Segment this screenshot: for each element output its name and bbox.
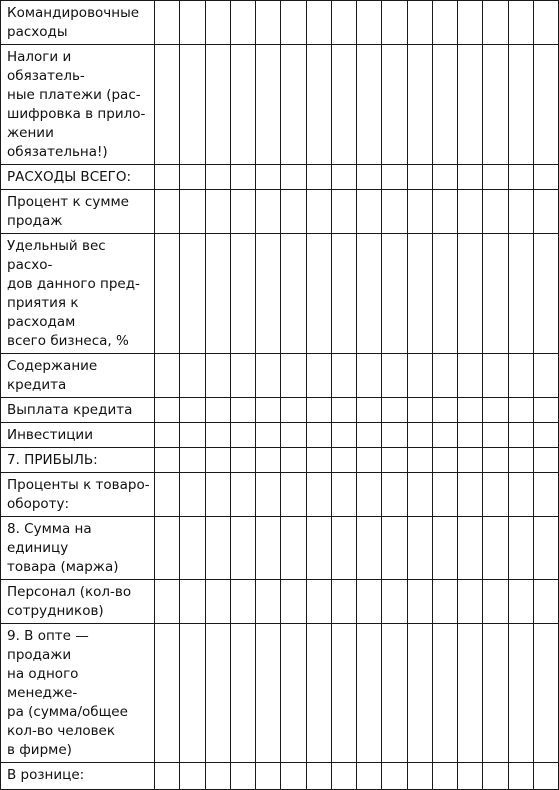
- row-label-cell: [1, 190, 155, 234]
- data-cell[interactable]: [205, 580, 230, 624]
- data-cell[interactable]: [205, 448, 230, 473]
- table-row: [1, 234, 559, 354]
- data-cell[interactable]: [331, 473, 356, 517]
- data-cell[interactable]: [155, 473, 180, 517]
- row-label-cell: [1, 45, 155, 165]
- data-cell[interactable]: [155, 763, 180, 790]
- data-cell[interactable]: [155, 624, 180, 763]
- data-cell[interactable]: [382, 580, 407, 624]
- data-cell[interactable]: [382, 763, 407, 790]
- data-cell[interactable]: [458, 165, 483, 190]
- data-cell[interactable]: [407, 234, 432, 354]
- data-cell[interactable]: [508, 1, 533, 45]
- data-cell[interactable]: [281, 423, 306, 448]
- row-label: Налоги и обязатель- ные платежи (рас- шифровка в прило- жении обязательна!): [7, 49, 146, 160]
- data-cell[interactable]: [331, 624, 356, 763]
- data-cell[interactable]: [382, 234, 407, 354]
- row-label-cell: [1, 234, 155, 354]
- data-cell[interactable]: [483, 190, 508, 234]
- row-label-cell: [1, 473, 155, 517]
- data-cell[interactable]: [180, 1, 205, 45]
- data-cell[interactable]: [180, 165, 205, 190]
- data-cell[interactable]: [256, 423, 281, 448]
- data-cell[interactable]: [483, 423, 508, 448]
- data-cell[interactable]: [432, 45, 457, 165]
- data-cell[interactable]: [256, 624, 281, 763]
- data-cell[interactable]: [306, 473, 331, 517]
- data-cell[interactable]: [205, 190, 230, 234]
- data-cell[interactable]: [508, 624, 533, 763]
- data-cell[interactable]: [432, 190, 457, 234]
- data-cell[interactable]: [357, 423, 382, 448]
- row-label: В рознице:: [7, 767, 85, 783]
- data-cell[interactable]: [331, 1, 356, 45]
- data-cell[interactable]: [180, 580, 205, 624]
- data-cell[interactable]: [205, 1, 230, 45]
- data-cell[interactable]: [508, 190, 533, 234]
- data-cell[interactable]: [331, 517, 356, 580]
- data-cell[interactable]: [483, 448, 508, 473]
- data-cell[interactable]: [407, 423, 432, 448]
- data-cell[interactable]: [407, 580, 432, 624]
- data-cell[interactable]: [382, 624, 407, 763]
- data-cell[interactable]: [533, 45, 558, 165]
- table-row: [1, 624, 559, 763]
- data-cell[interactable]: [256, 517, 281, 580]
- data-cell[interactable]: [432, 448, 457, 473]
- data-cell[interactable]: [407, 354, 432, 398]
- data-cell[interactable]: [155, 234, 180, 354]
- data-cell[interactable]: [230, 234, 255, 354]
- data-cell[interactable]: [281, 473, 306, 517]
- data-cell[interactable]: [306, 1, 331, 45]
- data-cell[interactable]: [382, 354, 407, 398]
- data-cell[interactable]: [306, 45, 331, 165]
- data-cell[interactable]: [256, 1, 281, 45]
- data-cell[interactable]: [155, 354, 180, 398]
- data-cell[interactable]: [230, 423, 255, 448]
- data-cell[interactable]: [432, 423, 457, 448]
- table-body: [1, 1, 559, 790]
- row-label: Проценты к товаро- обороту:: [7, 477, 150, 512]
- data-cell[interactable]: [180, 234, 205, 354]
- data-cell[interactable]: [432, 580, 457, 624]
- data-cell[interactable]: [230, 165, 255, 190]
- row-label-cell: [1, 580, 155, 624]
- row-label: РАСХОДЫ ВСЕГО:: [7, 169, 132, 185]
- data-cell[interactable]: [180, 423, 205, 448]
- data-cell[interactable]: [432, 354, 457, 398]
- data-cell[interactable]: [483, 1, 508, 45]
- data-cell[interactable]: [508, 423, 533, 448]
- data-cell[interactable]: [230, 624, 255, 763]
- data-cell[interactable]: [432, 517, 457, 580]
- data-cell[interactable]: [533, 624, 558, 763]
- data-cell[interactable]: [357, 448, 382, 473]
- data-cell[interactable]: [256, 448, 281, 473]
- data-cell[interactable]: [432, 165, 457, 190]
- data-cell[interactable]: [432, 624, 457, 763]
- data-cell[interactable]: [382, 448, 407, 473]
- row-label-cell: [1, 517, 155, 580]
- data-cell[interactable]: [205, 354, 230, 398]
- data-cell[interactable]: [205, 165, 230, 190]
- data-cell[interactable]: [508, 580, 533, 624]
- data-cell[interactable]: [533, 165, 558, 190]
- data-cell[interactable]: [331, 580, 356, 624]
- data-cell[interactable]: [331, 190, 356, 234]
- data-cell[interactable]: [331, 45, 356, 165]
- data-cell[interactable]: [483, 165, 508, 190]
- data-cell[interactable]: [357, 580, 382, 624]
- data-cell[interactable]: [458, 45, 483, 165]
- row-label-cell: [1, 763, 155, 790]
- data-cell[interactable]: [306, 165, 331, 190]
- data-cell[interactable]: [230, 45, 255, 165]
- data-cell[interactable]: [458, 398, 483, 423]
- data-cell[interactable]: [331, 165, 356, 190]
- data-cell[interactable]: [281, 624, 306, 763]
- data-cell[interactable]: [508, 45, 533, 165]
- data-cell[interactable]: [357, 398, 382, 423]
- data-cell[interactable]: [508, 354, 533, 398]
- data-cell[interactable]: [331, 234, 356, 354]
- data-cell[interactable]: [230, 190, 255, 234]
- data-cell[interactable]: [180, 473, 205, 517]
- table-row: [1, 473, 559, 517]
- data-cell[interactable]: [533, 354, 558, 398]
- row-label-cell: [1, 1, 155, 45]
- data-cell[interactable]: [331, 354, 356, 398]
- data-cell[interactable]: [230, 398, 255, 423]
- data-cell[interactable]: [382, 517, 407, 580]
- data-cell[interactable]: [483, 763, 508, 790]
- data-cell[interactable]: [155, 398, 180, 423]
- data-cell[interactable]: [256, 398, 281, 423]
- data-cell[interactable]: [382, 45, 407, 165]
- data-cell[interactable]: [230, 517, 255, 580]
- data-cell[interactable]: [483, 234, 508, 354]
- data-cell[interactable]: [458, 580, 483, 624]
- data-cell[interactable]: [306, 448, 331, 473]
- data-cell[interactable]: [205, 624, 230, 763]
- data-cell[interactable]: [382, 423, 407, 448]
- data-cell[interactable]: [382, 165, 407, 190]
- data-cell[interactable]: [230, 473, 255, 517]
- row-label-cell: [1, 423, 155, 448]
- data-cell[interactable]: [205, 398, 230, 423]
- data-cell[interactable]: [230, 354, 255, 398]
- data-cell[interactable]: [458, 624, 483, 763]
- data-cell[interactable]: [407, 165, 432, 190]
- data-cell[interactable]: [357, 473, 382, 517]
- data-cell[interactable]: [306, 354, 331, 398]
- data-cell[interactable]: [533, 473, 558, 517]
- data-cell[interactable]: [483, 45, 508, 165]
- table-row: [1, 448, 559, 473]
- data-cell[interactable]: [180, 45, 205, 165]
- data-cell[interactable]: [256, 354, 281, 398]
- data-cell[interactable]: [256, 234, 281, 354]
- data-cell[interactable]: [281, 763, 306, 790]
- data-cell[interactable]: [256, 763, 281, 790]
- data-cell[interactable]: [432, 473, 457, 517]
- data-cell[interactable]: [205, 763, 230, 790]
- row-label: 7. ПРИБЫЛЬ:: [7, 452, 98, 468]
- data-cell[interactable]: [533, 1, 558, 45]
- data-cell[interactable]: [357, 763, 382, 790]
- data-cell[interactable]: [357, 624, 382, 763]
- data-cell[interactable]: [407, 624, 432, 763]
- data-cell[interactable]: [357, 517, 382, 580]
- data-cell[interactable]: [281, 448, 306, 473]
- data-cell[interactable]: [432, 398, 457, 423]
- data-cell[interactable]: [458, 448, 483, 473]
- data-cell[interactable]: [508, 448, 533, 473]
- data-cell[interactable]: [508, 473, 533, 517]
- data-cell[interactable]: [180, 624, 205, 763]
- data-cell[interactable]: [458, 763, 483, 790]
- row-label-cell: [1, 354, 155, 398]
- data-cell[interactable]: [306, 624, 331, 763]
- row-label: Процент к сумме продаж: [7, 194, 129, 229]
- data-cell[interactable]: [306, 398, 331, 423]
- data-cell[interactable]: [357, 45, 382, 165]
- data-cell[interactable]: [256, 190, 281, 234]
- data-cell[interactable]: [180, 190, 205, 234]
- data-cell[interactable]: [357, 190, 382, 234]
- data-cell[interactable]: [483, 580, 508, 624]
- data-cell[interactable]: [382, 398, 407, 423]
- data-cell[interactable]: [533, 763, 558, 790]
- data-cell[interactable]: [357, 165, 382, 190]
- row-label: 9. В опте — продажи на одного менедже- ра (сумма/общее кол-во человек в фирме): [7, 628, 128, 758]
- data-cell[interactable]: [508, 763, 533, 790]
- data-cell[interactable]: [180, 398, 205, 423]
- data-cell[interactable]: [155, 190, 180, 234]
- data-cell[interactable]: [483, 624, 508, 763]
- data-cell[interactable]: [432, 234, 457, 354]
- data-cell[interactable]: [407, 45, 432, 165]
- data-cell[interactable]: [230, 580, 255, 624]
- data-cell[interactable]: [205, 45, 230, 165]
- row-label-cell: [1, 165, 155, 190]
- data-cell[interactable]: [533, 398, 558, 423]
- data-cell[interactable]: [281, 517, 306, 580]
- row-label: Персонал (кол-во сотрудников): [7, 584, 132, 619]
- data-cell[interactable]: [407, 398, 432, 423]
- data-cell[interactable]: [382, 190, 407, 234]
- data-cell[interactable]: [382, 1, 407, 45]
- data-cell[interactable]: [281, 354, 306, 398]
- data-cell[interactable]: [306, 423, 331, 448]
- data-cell[interactable]: [357, 1, 382, 45]
- data-cell[interactable]: [205, 473, 230, 517]
- data-cell[interactable]: [407, 448, 432, 473]
- data-cell[interactable]: [205, 517, 230, 580]
- data-cell[interactable]: [458, 234, 483, 354]
- table-row: [1, 580, 559, 624]
- data-cell[interactable]: [256, 45, 281, 165]
- data-cell[interactable]: [281, 190, 306, 234]
- data-cell[interactable]: [306, 763, 331, 790]
- data-cell[interactable]: [205, 423, 230, 448]
- table-row: [1, 354, 559, 398]
- data-cell[interactable]: [458, 423, 483, 448]
- data-cell[interactable]: [533, 190, 558, 234]
- data-cell[interactable]: [331, 423, 356, 448]
- table-row: [1, 517, 559, 580]
- table-row: [1, 763, 559, 790]
- data-cell[interactable]: [357, 234, 382, 354]
- data-cell[interactable]: [306, 580, 331, 624]
- table-row: [1, 398, 559, 423]
- data-cell[interactable]: [281, 234, 306, 354]
- data-cell[interactable]: [458, 1, 483, 45]
- row-label-cell: [1, 624, 155, 763]
- data-cell[interactable]: [155, 165, 180, 190]
- data-cell[interactable]: [432, 1, 457, 45]
- data-cell[interactable]: [180, 354, 205, 398]
- data-cell[interactable]: [230, 448, 255, 473]
- data-cell[interactable]: [483, 517, 508, 580]
- data-cell[interactable]: [281, 580, 306, 624]
- data-cell[interactable]: [155, 45, 180, 165]
- row-label: Командировочные расходы: [7, 5, 140, 40]
- data-cell[interactable]: [306, 234, 331, 354]
- data-cell[interactable]: [432, 763, 457, 790]
- data-cell[interactable]: [281, 398, 306, 423]
- data-cell[interactable]: [331, 398, 356, 423]
- table-row: [1, 190, 559, 234]
- row-label: Выплата кредита: [7, 402, 133, 418]
- data-cell[interactable]: [407, 1, 432, 45]
- data-cell[interactable]: [533, 423, 558, 448]
- data-cell[interactable]: [155, 580, 180, 624]
- table-row: [1, 423, 559, 448]
- row-label: Инвестиции: [7, 427, 93, 443]
- row-label-cell: [1, 448, 155, 473]
- data-cell[interactable]: [155, 448, 180, 473]
- data-cell[interactable]: [508, 165, 533, 190]
- row-label: 8. Сумма на единицу товара (маржа): [7, 521, 119, 575]
- data-cell[interactable]: [533, 448, 558, 473]
- data-cell[interactable]: [357, 354, 382, 398]
- data-cell[interactable]: [458, 190, 483, 234]
- table-row: [1, 45, 559, 165]
- data-cell[interactable]: [331, 763, 356, 790]
- data-cell[interactable]: [281, 165, 306, 190]
- data-cell[interactable]: [407, 517, 432, 580]
- data-cell[interactable]: [306, 517, 331, 580]
- data-cell[interactable]: [281, 1, 306, 45]
- data-cell[interactable]: [155, 1, 180, 45]
- data-cell[interactable]: [458, 473, 483, 517]
- data-cell[interactable]: [458, 517, 483, 580]
- data-cell[interactable]: [483, 473, 508, 517]
- data-cell[interactable]: [155, 517, 180, 580]
- data-cell[interactable]: [230, 763, 255, 790]
- data-cell[interactable]: [331, 448, 356, 473]
- data-cell[interactable]: [533, 234, 558, 354]
- data-cell[interactable]: [407, 763, 432, 790]
- data-cell[interactable]: [180, 763, 205, 790]
- data-cell[interactable]: [508, 398, 533, 423]
- row-label-cell: [1, 398, 155, 423]
- data-cell[interactable]: [382, 473, 407, 517]
- data-cell[interactable]: [508, 234, 533, 354]
- data-cell[interactable]: [483, 354, 508, 398]
- table-row: [1, 1, 559, 45]
- data-cell[interactable]: [155, 423, 180, 448]
- data-cell[interactable]: [256, 580, 281, 624]
- data-cell[interactable]: [483, 398, 508, 423]
- data-cell[interactable]: [458, 354, 483, 398]
- data-cell[interactable]: [180, 448, 205, 473]
- row-label: Содержание кредита: [7, 358, 98, 393]
- data-cell[interactable]: [281, 45, 306, 165]
- data-cell[interactable]: [256, 473, 281, 517]
- row-label: Удельный вес расхо- дов данного пред- приятия к расходам всего бизнеса, %: [7, 238, 140, 349]
- data-cell[interactable]: [533, 580, 558, 624]
- data-cell[interactable]: [256, 165, 281, 190]
- data-cell[interactable]: [205, 234, 230, 354]
- data-cell[interactable]: [407, 473, 432, 517]
- table-row: [1, 165, 559, 190]
- data-cell[interactable]: [508, 517, 533, 580]
- data-cell[interactable]: [533, 517, 558, 580]
- data-cell[interactable]: [306, 190, 331, 234]
- data-cell[interactable]: [180, 517, 205, 580]
- data-cell[interactable]: [407, 190, 432, 234]
- data-cell[interactable]: [230, 1, 255, 45]
